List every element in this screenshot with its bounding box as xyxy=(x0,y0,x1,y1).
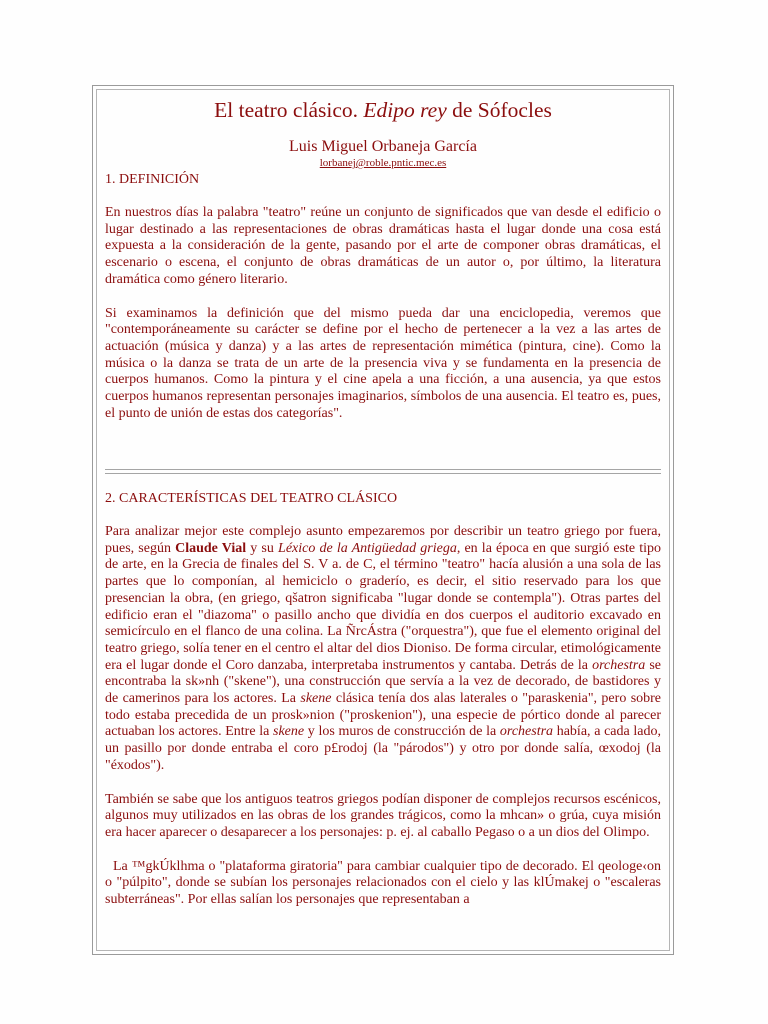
section-divider xyxy=(105,469,661,474)
title-italic: Edipo rey xyxy=(363,98,447,122)
author-email xyxy=(105,157,661,170)
email-link[interactable]: lorbanej@roble.pntic.mec.es xyxy=(319,157,447,169)
section-2-paragraph-1: Para analizar mejor este complejo asunto empezaremos por describir un teatro griego por fuera, pues, según Claude Vial y su Léxico de la Antigüedad griega, en la época en que surgió este tipo de arte, en la Grecia de finales del S. V a. de C, el término "teatro" hacía alusión a una sola de las partes que lo componían, al hemiciclo o graderío, es decir, el sitio reservado para los que presencian la obra, (en griego, qšatron significaba "lugar donde se contempla"). Otras partes del edificio eran el "diazoma" o pasillo ancho que dividía en dos cuerpos el auditorio excavado en semicírculo en el flanco de una colina. La ÑrcÁstra ("orquestra"), que fue el elemento original del teatro griego, solía tener en el centro el altar del dios Dioniso. De forma circular, etimológicamente era el lugar donde el Coro danzaba, interpretaba instrumentos y cantaba. Detrás de la orchestra se encontraba la sk»nh ("skene"), una construcción que servía a la vez de decorado, de bastidores y de camerinos para los actores. La skene clásica tenía dos alas laterales o "paraskenia", pero sobre todo estaba precedida de un prosk»nion ("proskenion"), una especie de pórtico donde al parecer actuaban los actores. Entre la skene y los muros de construcción de la orchestra había, a cada lado, un pasillo por donde entraba el coro p£rodoj (la "párodos") y otro por donde salía, œxodoj (la "éxodos"). xyxy=(105,524,662,773)
section-1-paragraph-1: En nuestros días la palabra "teatro" reúne un conjunto de significados que van desde el edificio o lugar destinado a las representaciones de obras dramáticas hasta el lugar donde una cosa está expuesta a la consideración de la gente, pasando por el arte de componer obras dramáticas, el escenario o escena, el conjunto de obras dramáticas de un autor o, por último, la literatura dramática como género literario. xyxy=(105,205,661,287)
book-title: Léxico de la Antigüedad griega xyxy=(278,540,457,556)
section-2-paragraph-3: La ™gkÚklhma o "plataforma giratoria" para cambiar cualquier tipo de decorado. El qeologe‹on o "púlpito", donde se subían los personajes relacionados con el cielo y las klÚmakej o "escaleras subterráneas". Por ellas salían los personajes que representaban a xyxy=(105,858,661,908)
title-suffix: de Sófocles xyxy=(452,98,552,122)
article-header-and-section-1 xyxy=(105,96,661,422)
section-2-heading: 2. CARACTERÍSTICAS DEL TEATRO CLÁSICO xyxy=(105,491,398,506)
section-2 xyxy=(105,489,661,909)
page-inner-border xyxy=(96,89,670,951)
author-name: Luis Miguel Orbaneja García xyxy=(289,138,477,155)
title-prefix: El teatro clásico. xyxy=(214,98,358,122)
page-title xyxy=(105,96,661,124)
section-2-paragraph-2: También se sabe que los antiguos teatros griegos podían disponer de complejos recursos escénicos, algunos muy utilizados en las obras de los grandes trágicos, como la mhcan» o grúa, cuya misión era hacer aparecer o desaparecer a los personajes: p. ej. al caballo Pegaso o a un dios del Olimpo. xyxy=(105,791,661,840)
section-1-heading: 1. DEFINICIÓN xyxy=(105,172,200,187)
page-frame xyxy=(92,85,674,955)
author-reference: Claude Vial xyxy=(175,540,247,556)
section-1-paragraph-2: Si examinamos la definición que del mismo pueda dar una enciclopedia, veremos que "contemporáneamente su carácter se define por el hecho de pertenecer a la vez a las artes de actuación (música y danza) y a las artes de representación mimética (pintura, cine). Como la música o la danza se trata de un arte de la presencia viva y se fundamenta en la presencia de cuerpos humanos. Como la pintura y el cine apela a una ficción, a una ausencia, ya que estos cuerpos humanos representan personajes imaginarios, símbolos de una ausencia. El teatro es, pues, el punto de unión de estas dos categorías". xyxy=(105,305,661,421)
